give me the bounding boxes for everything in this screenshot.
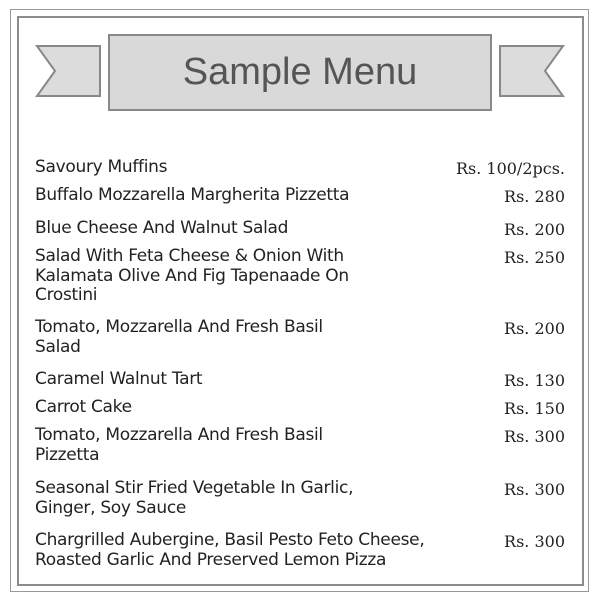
item-price: Rs. 280	[504, 187, 565, 206]
item-name: Salad With Feta Cheese & Onion With Kalamata Olive And Fig Tapenaade On Crostini	[35, 246, 349, 305]
item-name: Carrot Cake	[35, 397, 132, 417]
menu-title: Sample Menu	[182, 51, 418, 93]
item-price: Rs. 300	[504, 480, 565, 499]
item-name: Savoury Muffins	[35, 157, 168, 177]
item-name: Tomato, Mozzarella And Fresh Basil Pizzetta	[35, 425, 323, 465]
item-price: Rs. 200	[504, 319, 565, 338]
item-name: Seasonal Stir Fried Vegetable In Garlic, Ginger, Soy Sauce	[35, 478, 354, 518]
item-name: Caramel Walnut Tart	[35, 369, 203, 389]
item-price: Rs. 150	[504, 399, 565, 418]
banner-right-tail	[500, 46, 563, 96]
item-name: Chargrilled Aubergine, Basil Pesto Feto Cheese, Roasted Garlic And Preserved Lemon Pizza	[35, 531, 425, 570]
item-price: Rs. 250	[504, 248, 565, 267]
item-price: Rs. 300	[504, 427, 565, 446]
item-price: Rs. 200	[504, 220, 565, 239]
banner-left-tail	[37, 46, 100, 96]
item-name: Tomato, Mozzarella And Fresh Basil Salad	[35, 317, 323, 357]
item-price: Rs. 100/2pcs.	[455, 159, 565, 178]
menu-item	[35, 531, 565, 583]
item-price: Rs. 130	[504, 371, 565, 390]
item-name: Buffalo Mozzarella Margherita Pizzetta	[35, 185, 350, 205]
item-name: Blue Cheese And Walnut Salad	[35, 218, 289, 238]
item-price: Rs. 300	[504, 532, 565, 551]
